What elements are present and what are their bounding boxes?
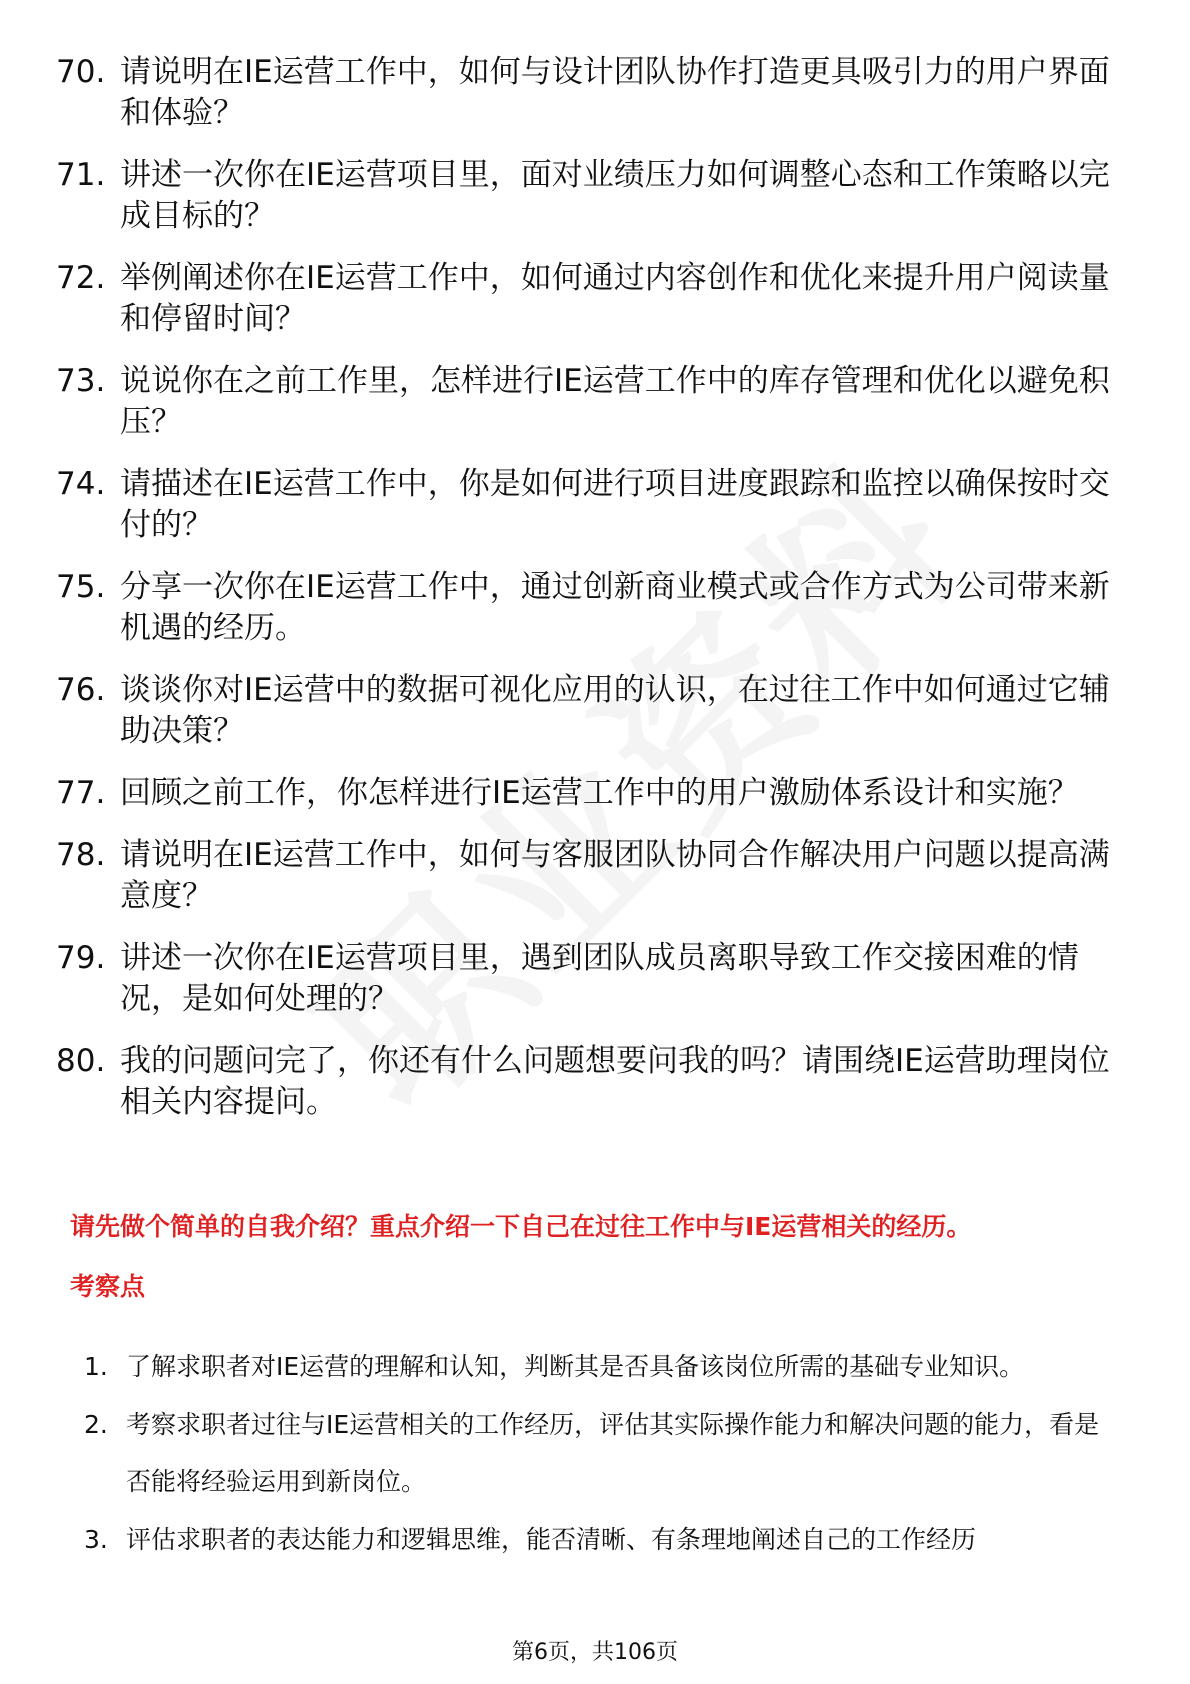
question-text: 讲述一次你在IE运营项目里，遇到团队成员离职导致工作交接困难的情况，是如何处理的？ [120,940,1079,1017]
point-number: 3. [84,1525,108,1554]
question-text: 请描述在IE运营工作中，你是如何进行项目进度跟踪和监控以确保按时交付的？ [120,466,1110,543]
page-footer: 第6页，共106页 [512,1640,678,1665]
list-item [56,567,1116,649]
question-number: 74. [56,466,106,502]
question-text: 请说明在IE运营工作中，如何与设计团队协作打造更具吸引力的用户界面和体验？ [120,54,1110,131]
question-number: 78. [56,837,106,873]
question-number: 79. [56,940,106,976]
point-number: 2. [84,1410,108,1439]
question-number: 77. [56,775,106,811]
section-title: 考察点 [70,1272,146,1301]
list-item [56,258,1116,340]
list-item [56,361,1116,443]
list-item [84,1338,1124,1395]
question-text: 分享一次你在IE运营工作中，通过创新商业模式或合作方式为公司带来新机遇的经历。 [120,569,1110,646]
question-number: 71. [56,157,106,193]
list-item [56,52,1116,134]
question-text: 请说明在IE运营工作中，如何与客服团队协同合作解决用户问题以提高满意度？ [120,837,1110,914]
question-text: 说说你在之前工作里，怎样进行IE运营工作中的库存管理和优化以避免积压？ [120,363,1110,440]
list-item [56,155,1116,237]
list-item [56,1041,1116,1123]
list-item [84,1511,1124,1568]
point-text: 考察求职者过往与IE运营相关的工作经历，评估其实际操作能力和解决问题的能力，看是否能将经验运用到新岗位。 [126,1410,1100,1496]
question-number: 76. [56,672,106,708]
question-text: 我的问题问完了，你还有什么问题想要问我的吗？请围绕IE运营助理岗位相关内容提问。 [120,1043,1110,1120]
list-item [84,1396,1124,1510]
question-text: 举例阐述你在IE运营工作中，如何通过内容创作和优化来提升用户阅读量和停留时间？ [120,260,1110,337]
question-text: 回顾之前工作，你怎样进行IE运营工作中的用户激励体系设计和实施？ [120,775,1079,811]
question-number: 75. [56,569,106,605]
question-text: 讲述一次你在IE运营项目里，面对业绩压力如何调整心态和工作策略以完成目标的？ [120,157,1110,234]
point-number: 1. [84,1352,108,1381]
question-number: 70. [56,54,106,90]
list-item [56,938,1116,1020]
question-text: 谈谈你对IE运营中的数据可视化应用的认识，在过往工作中如何通过它辅助决策？ [120,672,1110,749]
question-number: 80. [56,1043,106,1079]
question-list [56,52,1116,1144]
list-item [56,464,1116,546]
point-text: 了解求职者对IE运营的理解和认知，判断其是否具备该岗位所需的基础专业知识。 [126,1352,1025,1381]
assessment-points-list [84,1338,1124,1569]
intro-question-heading: 请先做个简单的自我介绍？重点介绍一下自己在过往工作中与IE运营相关的经历。 [70,1212,972,1241]
list-item [56,773,1116,814]
list-item [56,835,1116,917]
question-number: 73. [56,363,106,399]
question-number: 72. [56,260,106,296]
list-item [56,670,1116,752]
point-text: 评估求职者的表达能力和逻辑思维，能否清晰、有条理地阐述自己的工作经历 [126,1525,977,1554]
